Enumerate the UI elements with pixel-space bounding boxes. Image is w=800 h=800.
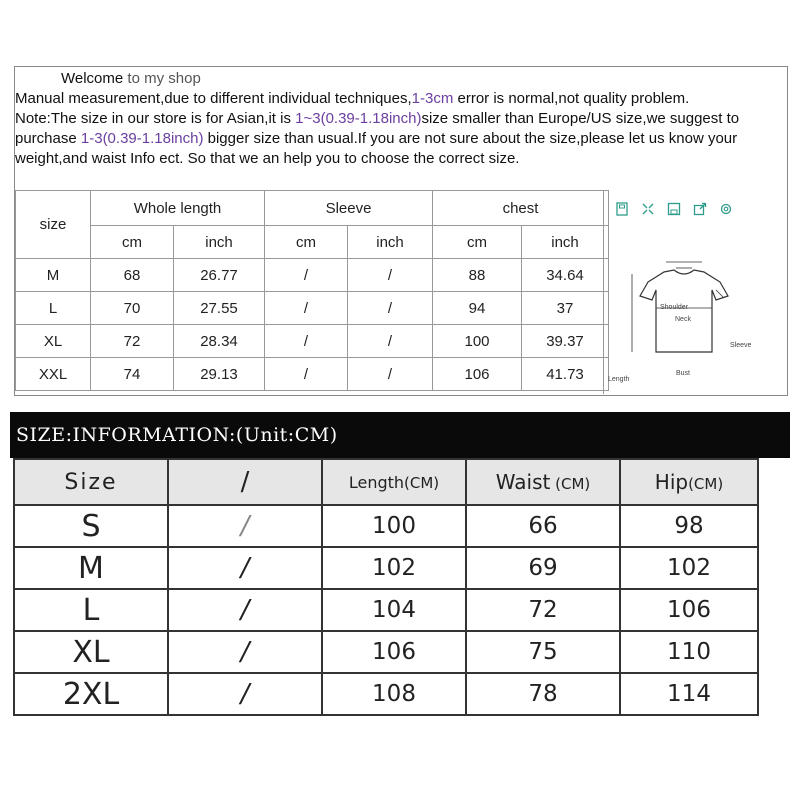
expand-icon[interactable] (640, 202, 656, 218)
size-cell: L (16, 292, 91, 325)
value-cell: 106 (433, 358, 522, 391)
unit-header: inch (522, 226, 609, 259)
table-row (16, 259, 609, 292)
hip-cell: 114 (620, 673, 758, 715)
table-row (16, 292, 609, 325)
garment-size-table (15, 190, 609, 391)
unit-header: cm (265, 226, 348, 259)
shoulder-label: Shoulder (660, 304, 689, 311)
unit-header: inch (174, 226, 265, 259)
length-cell: 104 (322, 589, 466, 631)
hip-cell: 98 (620, 505, 758, 547)
save-icon[interactable] (614, 202, 630, 218)
welcome-heading: Welcome to my shop (61, 70, 201, 87)
banner-title: SIZE:INFORMATION:(Unit:CM) (16, 424, 338, 446)
value-cell: / (265, 292, 348, 325)
value-cell: 72 (91, 325, 174, 358)
value-cell: 29.13 (174, 358, 265, 391)
size-information-table (13, 458, 759, 716)
size-cell: 2XL (14, 673, 168, 715)
group-header-sleeve: Sleeve (265, 191, 433, 226)
size-cell: S (14, 505, 168, 547)
value-cell: / (348, 325, 433, 358)
length-cell: 106 (322, 631, 466, 673)
length-cell: 100 (322, 505, 466, 547)
slash-cell: / (168, 631, 322, 673)
size-information-panel (10, 412, 790, 712)
group-header-whole-length: Whole length (91, 191, 265, 226)
value-cell: / (265, 259, 348, 292)
hip-cell: 106 (620, 589, 758, 631)
header-size: Size (14, 459, 168, 505)
settings-icon[interactable] (718, 202, 734, 218)
garment-diagram (603, 190, 788, 394)
waist-cell: 78 (466, 673, 620, 715)
table-row (14, 631, 758, 673)
waist-cell: 66 (466, 505, 620, 547)
unit-header: cm (433, 226, 522, 259)
hip-cell: 110 (620, 631, 758, 673)
size-cell: XXL (16, 358, 91, 391)
group-header-chest: chest (433, 191, 609, 226)
bust-label: Bust (676, 370, 691, 377)
waist-cell: 69 (466, 547, 620, 589)
slash-cell: / (168, 589, 322, 631)
download-icon[interactable] (666, 202, 682, 218)
waist-cell: 75 (466, 631, 620, 673)
value-cell: / (348, 292, 433, 325)
value-cell: 100 (433, 325, 522, 358)
value-cell: 74 (91, 358, 174, 391)
size-cell: XL (14, 631, 168, 673)
value-cell: 88 (433, 259, 522, 292)
length-label: Length (608, 376, 630, 383)
table-row (16, 325, 609, 358)
table-row (14, 547, 758, 589)
size-cell: M (16, 259, 91, 292)
value-cell: 41.73 (522, 358, 609, 391)
slash-cell: / (168, 547, 322, 589)
table-row (14, 673, 758, 715)
table-row (14, 589, 758, 631)
slash-cell: / (168, 505, 322, 547)
value-cell: 26.77 (174, 259, 265, 292)
value-cell: / (348, 259, 433, 292)
value-cell: 27.55 (174, 292, 265, 325)
value-cell: / (348, 358, 433, 391)
table-row (14, 505, 758, 547)
table-row (16, 358, 609, 391)
table-header-row (14, 459, 758, 505)
value-cell: 39.37 (522, 325, 609, 358)
unit-header: inch (348, 226, 433, 259)
size-cell: M (14, 547, 168, 589)
header-hip: Hip(CM) (620, 459, 758, 505)
value-cell: 70 (91, 292, 174, 325)
neck-label: Neck (675, 316, 691, 323)
value-cell: 28.34 (174, 325, 265, 358)
value-cell: 37 (522, 292, 609, 325)
value-cell: / (265, 325, 348, 358)
sleeve-label: Sleeve (730, 342, 752, 349)
length-cell: 108 (322, 673, 466, 715)
value-cell: / (265, 358, 348, 391)
size-cell: L (14, 589, 168, 631)
value-cell: 34.64 (522, 259, 609, 292)
hip-cell: 102 (620, 547, 758, 589)
value-cell: 68 (91, 259, 174, 292)
unit-header: cm (91, 226, 174, 259)
waist-cell: 72 (466, 589, 620, 631)
tshirt-outline-icon (604, 220, 788, 390)
size-information-banner (10, 412, 790, 458)
slash-cell: / (168, 673, 322, 715)
measurement-notes: Manual measurement,due to different individual techniques,1-3cm error is normal,not quality problem. Note:The size in our store is for Asian,it is 1~3(0.39-1.18inch)size smaller than Europe/US size,we suggest to purchase 1-3(0.39-1.18inch) bigger size than usual.If you are not sure about the size,please let us know your weight,and waist Info ect. So that we an help you to choose the correct size. (15, 90, 740, 167)
header-slash: / (168, 459, 322, 505)
header-length: Length(CM) (322, 459, 466, 505)
size-cell: XL (16, 325, 91, 358)
length-cell: 102 (322, 547, 466, 589)
size-notice-panel (14, 66, 788, 396)
image-toolbar (614, 202, 734, 218)
header-waist: Waist (CM) (466, 459, 620, 505)
value-cell: 94 (433, 292, 522, 325)
size-header: size (16, 191, 91, 259)
share-icon[interactable] (692, 202, 708, 218)
